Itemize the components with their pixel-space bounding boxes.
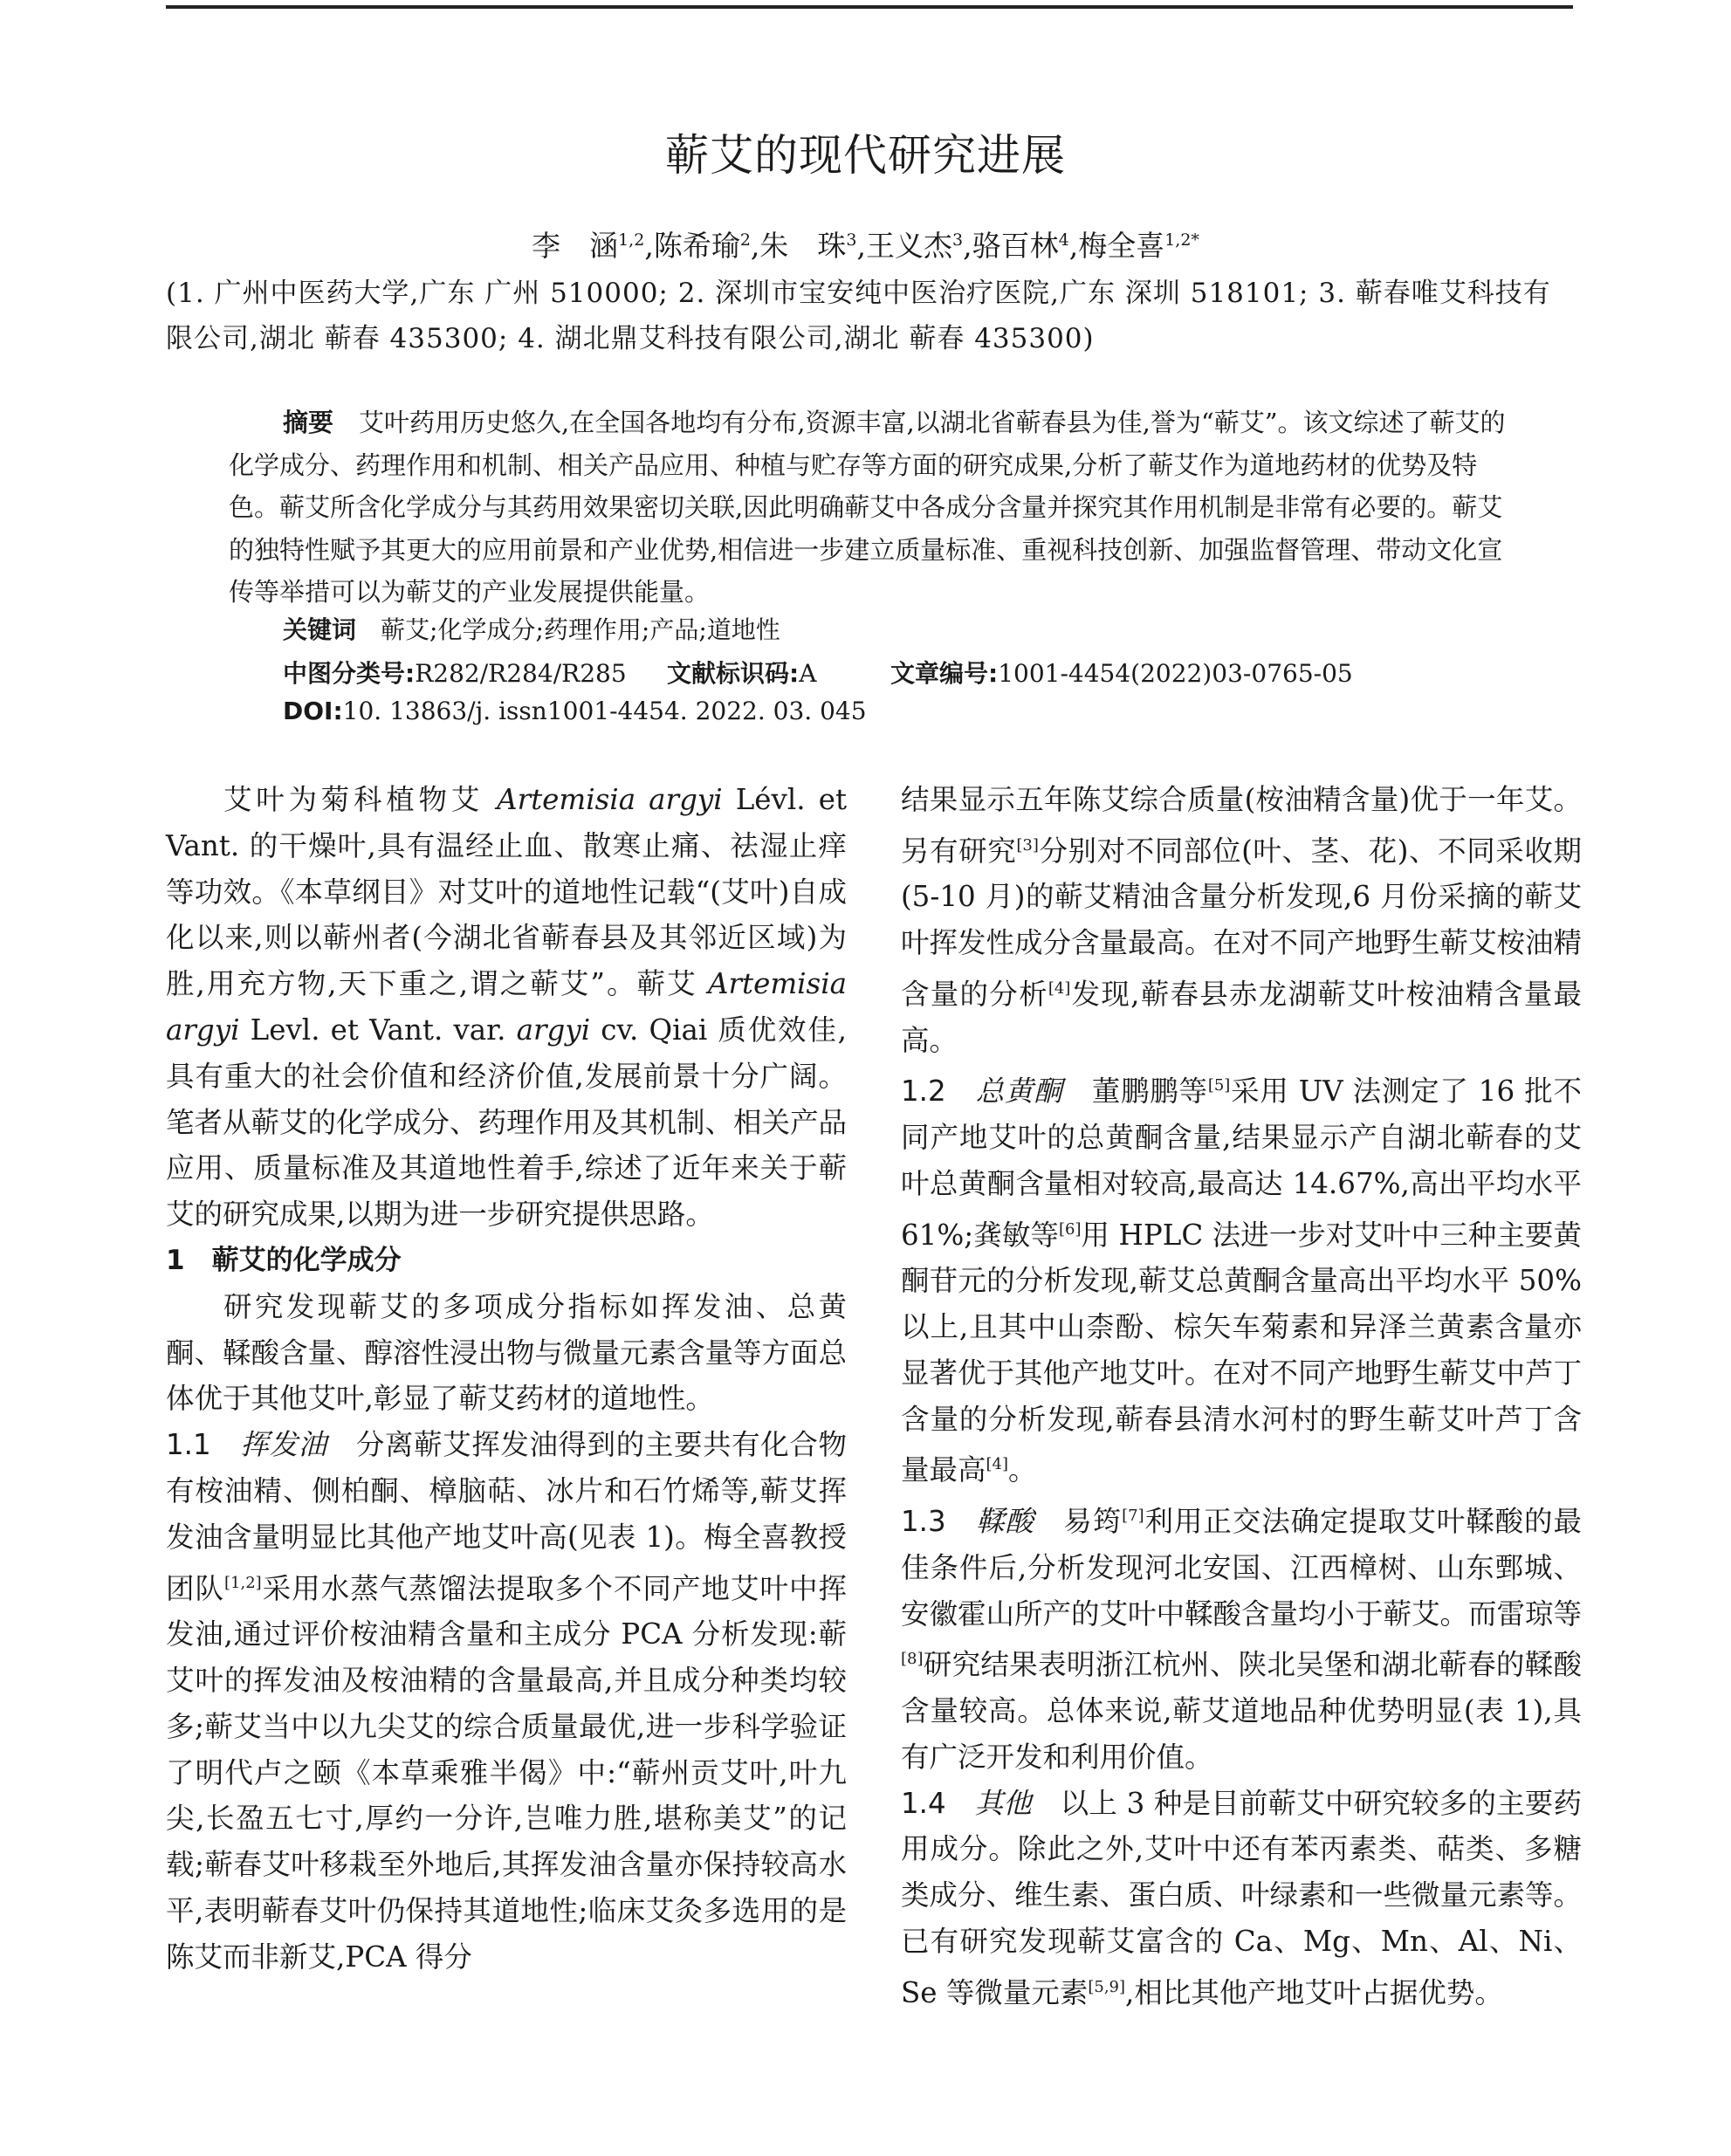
doc-code-label: 文献标识码: [667,659,800,688]
section-heading: 1 蕲艾的化学成分 [166,1244,402,1276]
subsection-paragraph: 1.4 其他 以上 3 种是目前蕲艾中研究较多的主要药用成分。除此之外,艾叶中还有苯丙素类、萜类、多糖类成分、维生素、蛋白质、叶绿素和一些微量元素等。已有研究发现蕲艾富含的 Ca、Mg、Mn、Al、Ni、Se 等微量元素[5,9],相比其他产地艾叶占据优势。 [901,1786,1583,2009]
intro-paragraph: 艾叶为菊科植物艾 Artemisia argyi Lévl. et Vant. 的干燥叶,具有温经止血、散寒止痛、祛湿止痒等功效。《本草纲目》对艾叶的道地性记载“(艾叶)自成化以来,则以蕲州者(今湖北省蕲春县及其邻近区域)为胜,用充方物,天下重之,谓之蕲艾”。蕲艾 Artemisia argyi Levl. et Vant. var. argyi cv. Qiai 质优效佳,具有重大的社会价值和经济价值,发展前景十分广阔。笔者从蕲艾的化学成分、药理作用及其机制、相关产品应用、质量标准及其道地性着手,综述了近年来关于蕲艾的研究成果,以期为进一步研究提供思路。 [166,783,848,1232]
author-list: 李 涵$^{1,2}$,陈希瑜$^2$,朱 珠$^3$,王义杰$^3$,骆百林$^4$,梅全喜$^{1,2*}$ [532,229,1199,263]
clc-value: R282/R284/R285 [415,659,627,688]
right-column [901,777,1582,2015]
continued-paragraph: 结果显示五年陈艾综合质量(桉油精含量)优于一年艾。另有研究[3]分别对不同部位(叶、茎、花)、不同采收期(5-10 月)的蕲艾精油含量分析发现,6 月份采摘的蕲艾叶挥发性成分含量最高。在对不同产地野生蕲艾桉油精含量的分析[4]发现,蕲春县赤龙湖蕲艾叶桉油精含量最高。 [901,783,1583,1057]
doc-code-value: A [799,659,817,688]
doi-value: 10. 13863/j. issn1001-4454. 2022. 03. 045 [342,697,867,725]
article-no-value: 1001-4454(2022)03-0765-05 [998,659,1353,688]
keywords-text: 蕲艾;化学成分;药理作用;产品;道地性 [381,615,780,644]
classification-line [283,655,1353,690]
subsection-paragraph: 1.3 鞣酸 易筠[7]利用正交法确定提取艾叶鞣酸的最佳条件后,分析发现河北安国、江西樟树、山东鄄城、安徽霍山所产的艾叶中鞣酸含量均小于蕲艾。而雷琼等[8]研究结果表明浙江杭州、陕北吴堡和湖北蕲春的鞣酸含量较高。总体来说,蕲艾道地品种优势明显(表 1),具有广泛开发和利用价值。 [901,1504,1583,1774]
abstract-block [229,402,1512,614]
affiliations: (1. 广州中医药大学,广东 广州 510000; 2. 深圳市宝安纯中医治疗医院,广东 深圳 518101; 3. 蕲春唯艾科技有限公司,湖北 蕲春 435300; 4. 湖北鼎艾科技有限公司,湖北 蕲春 435300) [166,278,1551,354]
abstract-text: 艾叶药用历史悠久,在全国各地均有分布,资源丰富,以湖北省蕲春县为佳,誉为“蕲艾”。该文综述了蕲艾的化学成分、药理作用和机制、相关产品应用、种植与贮存等方面的研究成果,分析了蕲艾作为道地药材的优势及特色。蕲艾所含化学成分与其药用效果密切关联,因此明确蕲艾中各成分含量并探究其作用机制是非常有必要的。蕲艾的独特性赋予其更大的应用前景和产业优势,相信进一步建立质量标准、重视科技创新、加强监督管理、带动文化宣传等举措可以为蕲艾的产业发展提供能量。 [229,408,1506,607]
section-paragraph: 研究发现蕲艾的多项成分指标如挥发油、总黄酮、鞣酸含量、醇溶性浸出物与微量元素含量等方面总体优于其他艾叶,彰显了蕲艾药材的道地性。 [166,1289,848,1416]
doi-label: DOI: [283,697,343,725]
subsection-paragraph: 1.2 总黄酮 董鹏鹏等[5]采用 UV 法测定了 16 批不同产地艾叶的总黄酮含量,结果显示产自湖北蕲春的艾叶总黄酮含量相对较高,最高达 14.67%,高出平均水平 61%;龚敏等[6]用 HPLC 法进一步对艾叶中三种主要黄酮苷元的分析发现,蕲艾总黄酮含量高出平均水平 50%以上,且其中山柰酚、棕矢车菊素和异泽兰黄素含量亦显著优于其他产地艾叶。在对不同产地野生蕲艾中芦丁含量的分析发现,蕲春县清水河村的野生蕲艾叶芦丁含量最高[4]。 [901,1075,1583,1487]
author: 陈希瑜$^2$ [653,229,751,263]
keywords-label: 关键词 [283,615,357,644]
clc-label: 中图分类号: [283,659,416,688]
author: 王义杰$^3$ [866,229,964,263]
top-rule [166,5,1573,9]
abstract-label: 摘要 [283,408,334,437]
article-no-label: 文章编号: [890,659,999,688]
author: 朱 珠$^3$ [759,229,857,263]
left-column [166,777,847,1981]
doi-line [283,697,867,725]
paper-title: 蕲艾的现代研究进展 [665,130,1066,181]
author: 李 涵$^{1,2}$ [532,229,645,263]
keywords-line [283,611,780,646]
author: 梅全喜$^{1,2*}$ [1078,229,1199,263]
subsection-paragraph: 1.1 挥发油 分离蕲艾挥发油得到的主要共有化合物有桉油精、侧柏酮、樟脑萜、冰片和石竹烯等,蕲艾挥发油含量明显比其他产地艾叶高(见表 1)。梅全喜教授团队[1,2]采用水蒸气蒸馏法提取多个不同产地艾叶中挥发油,通过评价桉油精含量和主成分 PCA 分析发现:蕲艾叶的挥发油及桉油精的含量最高,并且成分种类均较多;蕲艾当中以九尖艾的综合质量最优,进一步科学验证了明代卢之颐《本草乘雅半偈》中:“蕲州贡艾叶,叶九尖,长盈五七寸,厚约一分许,岂唯力胜,堪称美艾”的记载;蕲春艾叶移栽至外地后,其挥发油含量亦保持较高水平,表明蕲春艾叶仍保持其道地性;临床艾灸多选用的是陈艾而非新艾,PCA 得分 [166,1428,847,1974]
author: 骆百林$^4$ [972,229,1069,263]
